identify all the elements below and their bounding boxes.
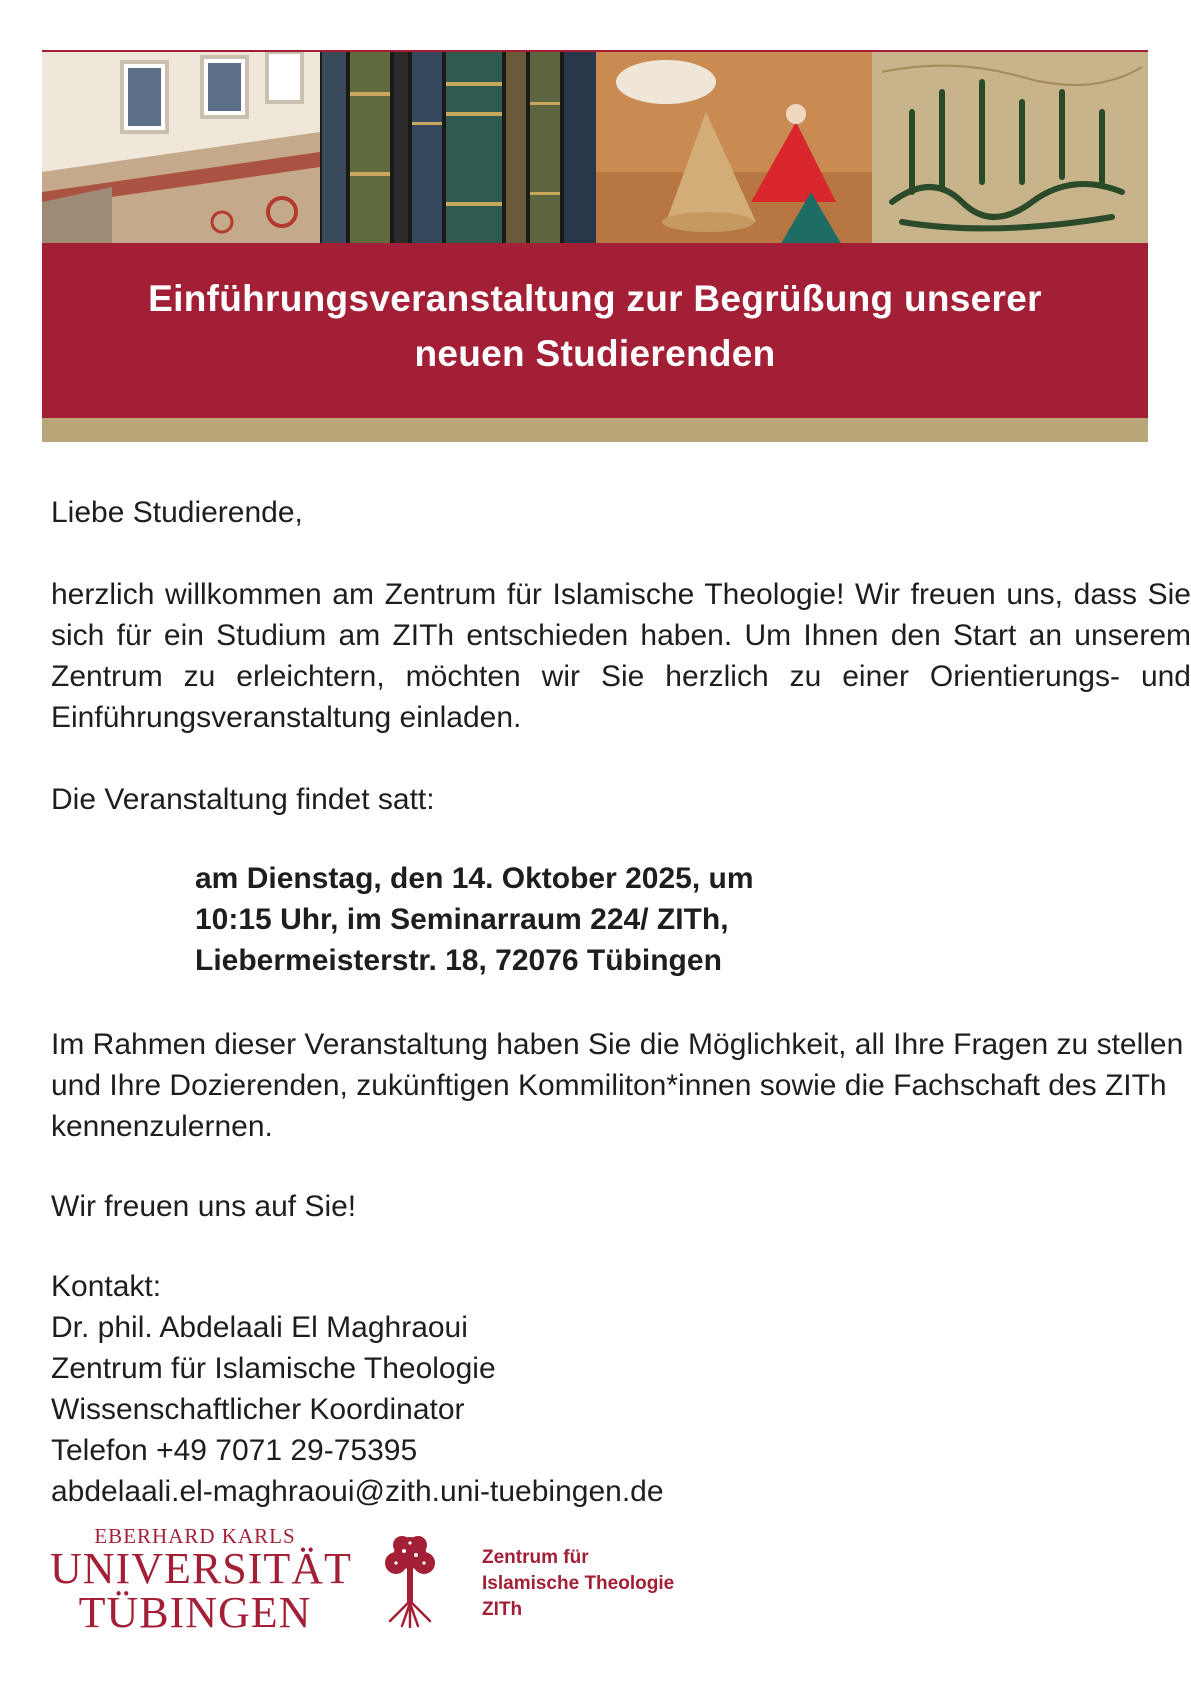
building-photo bbox=[42, 52, 320, 243]
contact-institution: Zentrum für Islamische Theologie bbox=[51, 1352, 496, 1385]
title-line-1: Einführungsveranstaltung zur Begrüßung unserer bbox=[148, 278, 1042, 319]
contact-heading: Kontakt: bbox=[51, 1270, 162, 1303]
event-lead: Die Veranstaltung findet satt: bbox=[51, 783, 435, 816]
zith-logo-line-2: Islamische Theologie bbox=[482, 1573, 675, 1594]
event-address-line: Liebermeisterstr. 18, 72076 Tübingen bbox=[195, 944, 722, 977]
contact-role: Wissenschaftlicher Koordinator bbox=[51, 1393, 465, 1426]
contact-block bbox=[51, 1266, 1151, 1512]
university-logo bbox=[50, 1524, 352, 1637]
contact-phone: Telefon +49 7071 29-75395 bbox=[51, 1434, 418, 1467]
info-paragraph: Im Rahmen dieser Veranstaltung haben Sie die Möglichkeit, all Ihre Fragen zu stellen und Ihre Dozierenden, zukünftigen Kommiliton*innen sowie die Fachschaft des ZITh kennenzulernen. bbox=[51, 1028, 1184, 1143]
event-time-room-line: 10:15 Uhr, im Seminarraum 224/ ZITh, bbox=[195, 903, 729, 936]
tree-icon bbox=[382, 1533, 438, 1628]
event-date-line: am Dienstag, den 14. Oktober 2025, um bbox=[195, 862, 754, 895]
zith-logo-line-1: Zentrum für bbox=[482, 1547, 589, 1568]
arabic-calligraphy-photo bbox=[872, 52, 1148, 243]
dervish-figures-photo bbox=[596, 52, 872, 243]
closing-line: Wir freuen uns auf Sie! bbox=[51, 1190, 357, 1223]
zith-logo-text bbox=[482, 1545, 674, 1623]
greeting: Liebe Studierende, bbox=[51, 496, 303, 529]
uni-logo-line-3: TÜBINGEN bbox=[78, 1588, 312, 1637]
header-banner bbox=[42, 50, 1148, 442]
zith-logo-line-3: ZITh bbox=[482, 1599, 523, 1620]
gold-band bbox=[42, 418, 1148, 442]
photo-strip bbox=[42, 50, 1148, 243]
uni-logo-line-1: EBERHARD KARLS bbox=[94, 1524, 296, 1548]
title-band bbox=[42, 243, 1148, 418]
intro-paragraph: herzlich willkommen am Zentrum für Islamische Theologie! Wir freuen uns, dass Sie sich für ein Studium am ZITh entschieden haben. Um Ihnen den Start an unserem Zentrum zu erleichtern, möchten wir Sie herzlich zu einer Orientierungs- und Einführungsveranstaltung einladen. bbox=[51, 578, 1191, 734]
page-title bbox=[65, 271, 1125, 381]
books-photo bbox=[320, 52, 596, 243]
contact-email: abdelaali.el-maghraoui@zith.uni-tuebingen.de bbox=[51, 1475, 664, 1508]
title-line-2: neuen Studierenden bbox=[414, 333, 776, 374]
event-details bbox=[195, 858, 995, 981]
uni-logo-line-2: UNIVERSITÄT bbox=[50, 1544, 352, 1593]
contact-name: Dr. phil. Abdelaali El Maghraoui bbox=[51, 1311, 468, 1344]
